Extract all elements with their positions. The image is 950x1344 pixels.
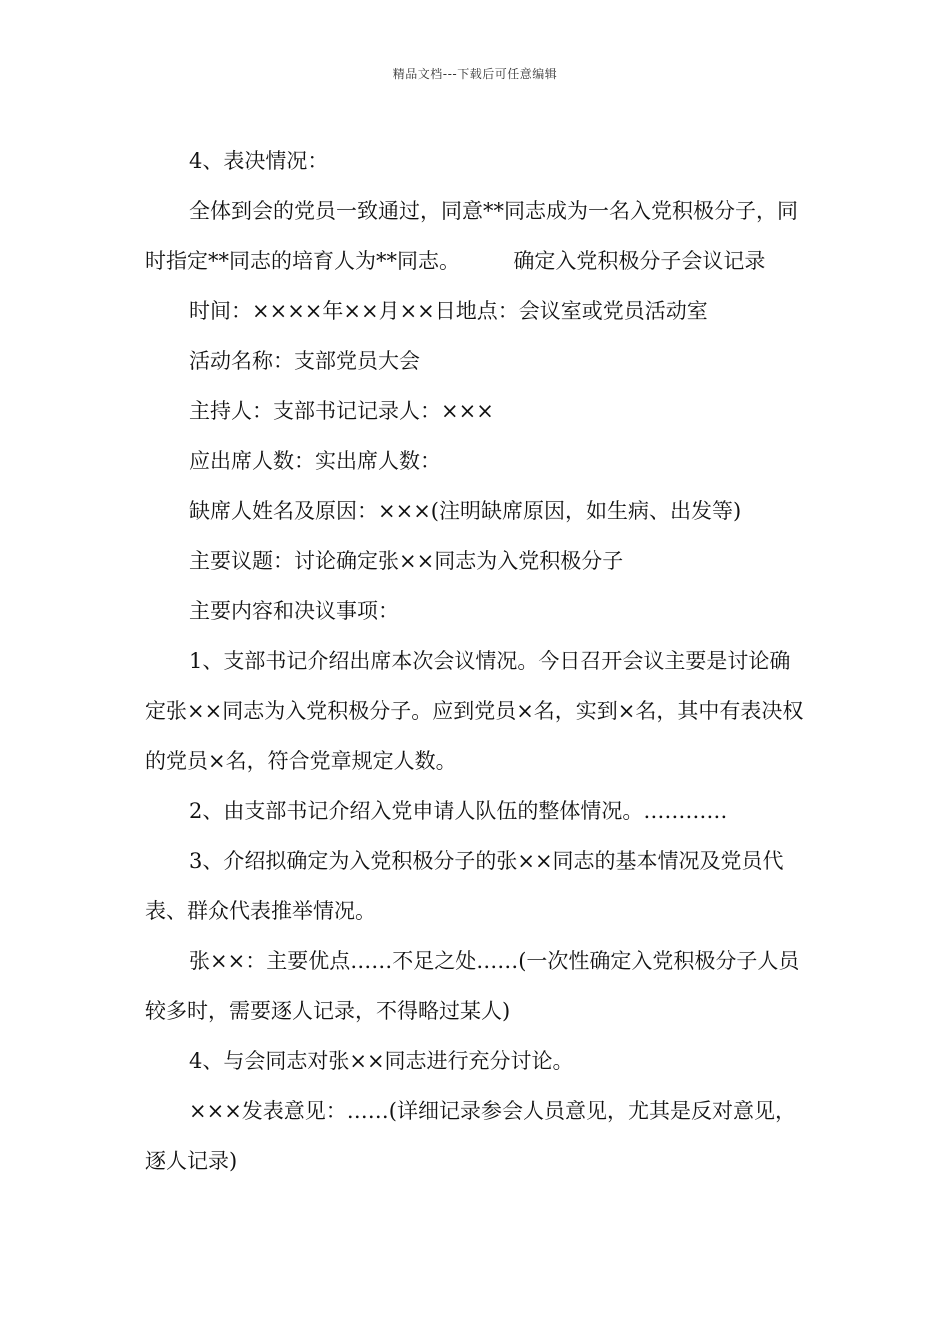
paragraph-host-recorder: 主持人：支部书记记录人：××× [189,399,494,423]
page-header: 精品文档---下载后可任意编辑 [392,67,558,81]
paragraph-attendance: 应出席人数：实出席人数： [189,449,441,473]
paragraph-main-topic: 主要议题：讨论确定张××同志为入党积极分子 [189,549,624,573]
paragraph-candidate-evaluation: 张××：主要优点……不足之处……(一次性确定入党积极分子人员较多时，需要逐人记录，不得略过某人) [145,949,800,1023]
paragraph-activity-name: 活动名称：支部党员大会 [189,349,420,373]
paragraph-vote-result: 全体到会的党员一致通过，同意**同志成为一名入党积极分子，同时指定**同志的培育人为**同志。 确定入党积极分子会议记录 [145,199,798,273]
paragraph-item-2: 2、由支部书记介绍入党申请人队伍的整体情况。………… [189,799,728,823]
paragraph-item-1: 1、支部书记介绍出席本次会议情况。今日召开会议主要是讨论确定张××同志为入党积极分子。应到党员×名，实到×名，其中有表决权的党员×名，符合党章规定人数。 [145,649,804,773]
paragraph-content-heading: 主要内容和决议事项： [189,599,399,623]
paragraph-opinions: ×××发表意见：……(详细记录参会人员意见，尤其是反对意见，逐人记录) [145,1099,796,1173]
paragraph-time-place: 时间：××××年××月××日地点：会议室或党员活动室 [189,299,708,323]
paragraph-vote-heading: 4、表决情况： [189,149,329,173]
paragraph-absentees: 缺席人姓名及原因：×××(注明缺席原因，如生病、出发等) [189,499,742,523]
paragraph-item-3: 3、介绍拟确定为入党积极分子的张××同志的基本情况及党员代表、群众代表推举情况。 [145,849,784,923]
paragraph-item-4: 4、与会同志对张××同志进行充分讨论。 [189,1049,574,1073]
document-body [145,136,810,1186]
